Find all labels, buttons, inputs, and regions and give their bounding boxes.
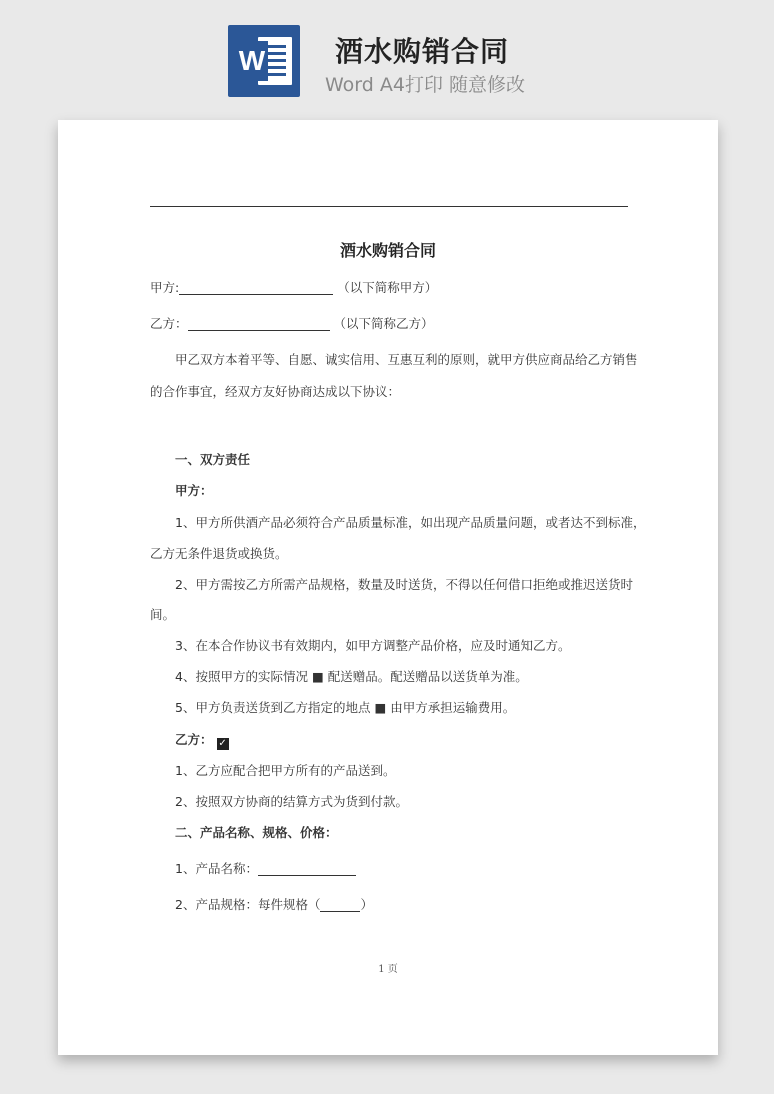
clause-b1: 1、乙方应配合把甲方所有的产品送到。 (175, 763, 396, 778)
clause-a4-text-2: 配送赠品。配送赠品以送货单为准。 (327, 669, 528, 684)
clause-a2-line-1: 2、甲方需按乙方所需产品规格，数量及时送货，不得以任何借口拒绝或推迟送货时 (175, 577, 633, 592)
clause-a5-text: 5、甲方负责送货到乙方指定的地点 (175, 700, 371, 715)
word-icon-letter: W (238, 45, 266, 76)
party-a-note: （以下简称甲方） (337, 280, 438, 295)
party-a-blank (179, 282, 333, 295)
clause-a5-text-2: 由甲方承担运输费用。 (390, 700, 516, 715)
product-spec-blank (320, 899, 360, 912)
document-title: 酒水购销合同 (339, 241, 436, 260)
intro-line-2: 的合作事宜，经双方友好协商达成以下协议： (150, 384, 401, 399)
clause-a2-line-2: 间。 (150, 607, 176, 622)
party-b-heading-text: 乙方： (175, 732, 213, 747)
checkbox-icon: ✓ (218, 738, 227, 749)
party-b-blank (188, 318, 330, 331)
header-rule (150, 206, 628, 207)
clause-a4 (175, 667, 528, 685)
word-icon (228, 25, 300, 97)
party-b-line (150, 314, 434, 332)
clause-a5 (175, 698, 515, 716)
clause-b2: 2、按照双方协商的结算方式为货到付款。 (175, 794, 408, 809)
party-a-heading: 甲方： (175, 483, 213, 498)
party-b-label: 乙方： (150, 316, 188, 331)
clause-a4-text: 4、按照甲方的实际情况 (175, 669, 308, 684)
page-number: 1 页 (378, 964, 398, 975)
clause-a1-line-2: 乙方无条件退货或换货。 (150, 546, 288, 561)
header (0, 0, 774, 110)
square-bullet-icon: ■ (374, 700, 387, 715)
clause-a3: 3、在本合作协议书有效期内，如甲方调整产品价格，应及时通知乙方。 (175, 638, 571, 653)
party-b-heading (175, 730, 229, 750)
product-spec-line (175, 895, 373, 913)
product-name-label: 1、产品名称： (175, 861, 258, 876)
section-2-heading: 二、产品名称、规格、价格： (175, 825, 338, 840)
product-name-line (175, 859, 356, 877)
square-bullet-icon: ■ (311, 669, 324, 684)
section-1-heading: 一、双方责任 (175, 452, 251, 467)
party-a-label: 甲方: (150, 280, 180, 295)
document-page (58, 120, 718, 1055)
party-b-note: （以下简称乙方） (333, 316, 434, 331)
product-name-blank (258, 863, 356, 876)
product-spec-close: ） (360, 897, 373, 912)
intro-line-1: 甲乙双方本着平等、自愿、诚实信用、互惠互利的原则，就甲方供应商品给乙方销售 (175, 352, 638, 367)
page-subtitle: Word A4打印 随意修改 (325, 74, 526, 96)
product-spec-label: 2、产品规格：每件规格（ (175, 897, 321, 912)
page-title: 酒水购销合同 (335, 35, 510, 68)
party-a-line (150, 278, 437, 296)
clause-a1-line-1: 1、甲方所供酒产品必须符合产品质量标准，如出现产品质量问题，或者达不到标准， (175, 515, 646, 530)
